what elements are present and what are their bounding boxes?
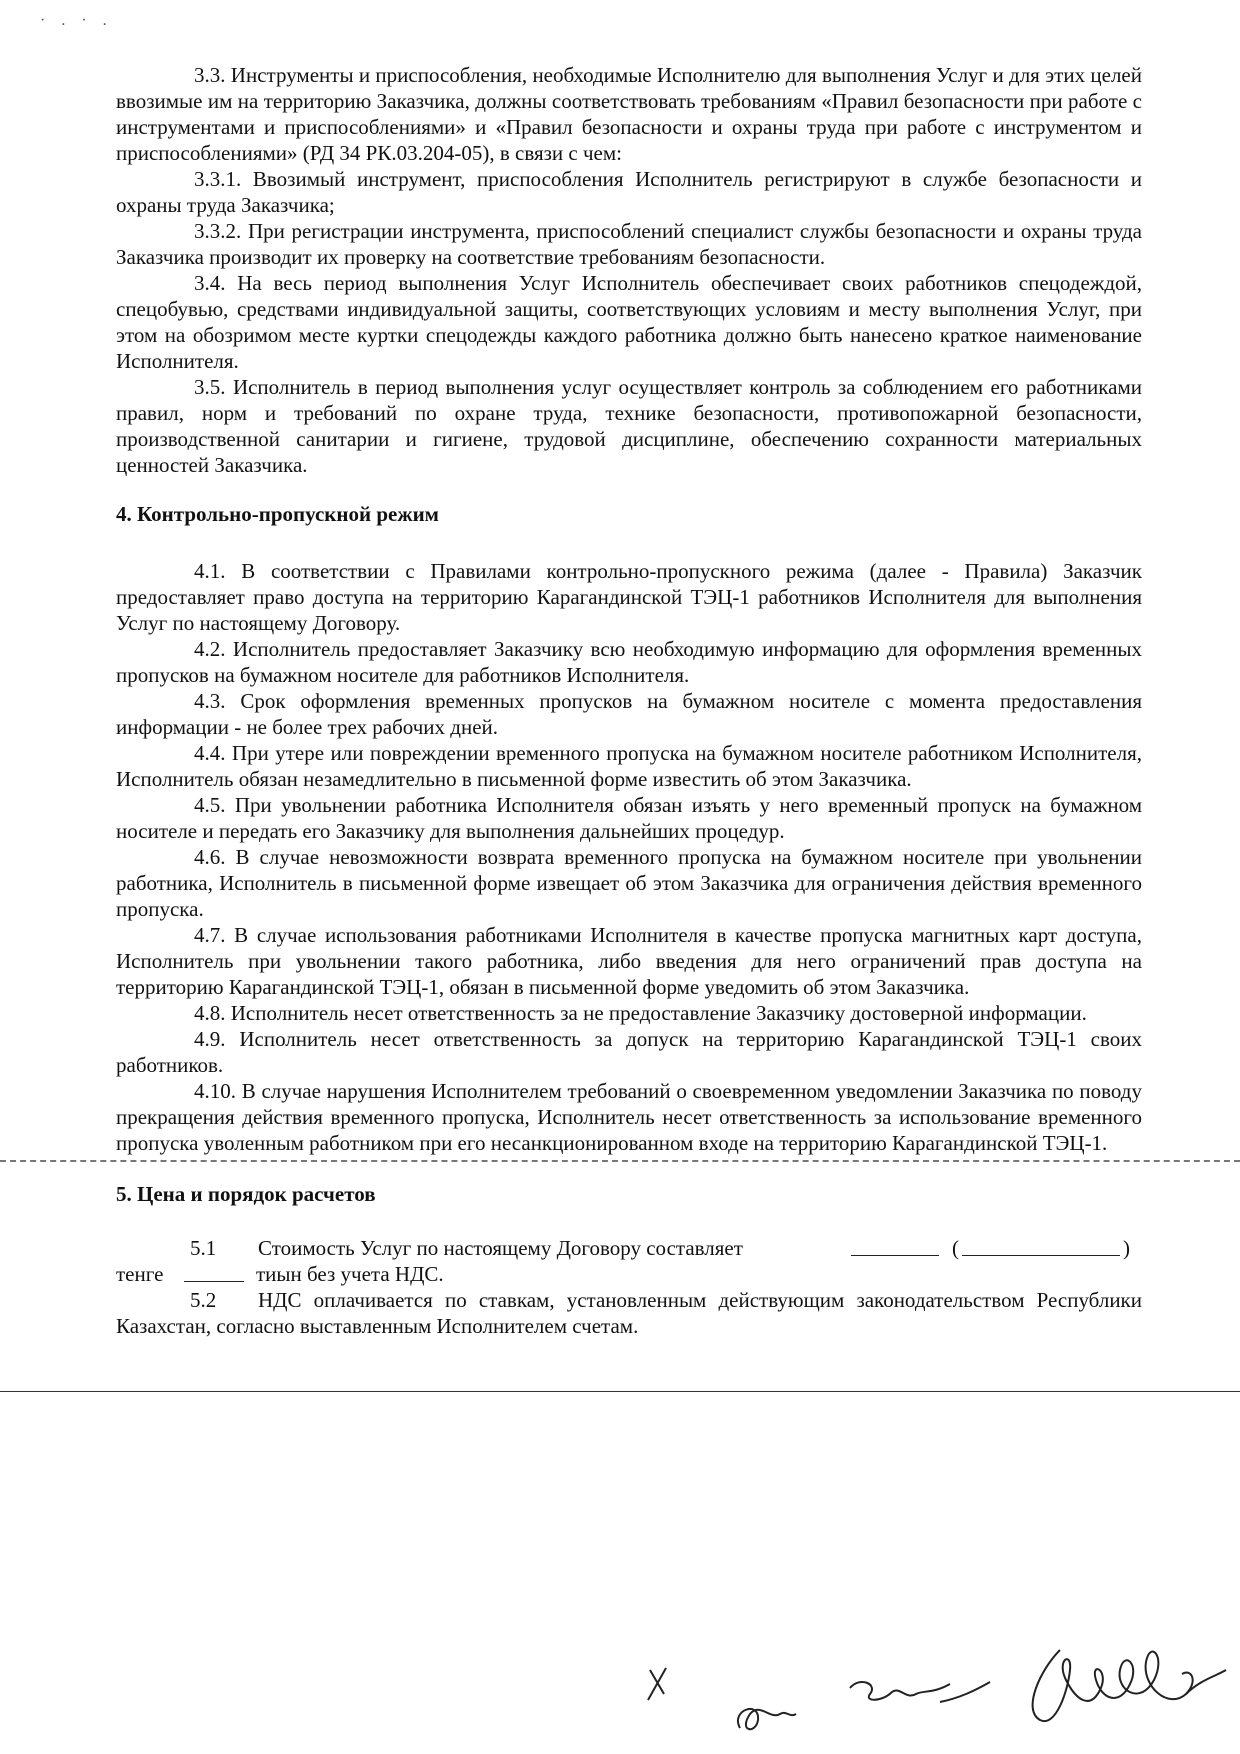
paragraph-3-4: 3.4. На весь период выполнения Услуг Исполнитель обеспечивает своих работников спецодеждой, спецобувью, средствами индивидуальной защиты, соответствующих условиям и месту выполнения Услуг, при этом на обозримом месте куртки спецодежды каждого работника должно быть нанесено краткое наименование Исполнителя. — [116, 271, 1142, 373]
scan-artifact-line — [0, 1391, 1240, 1392]
scan-artifact-line — [0, 1160, 1240, 1162]
paragraph-4-10: 4.10. В случае нарушения Исполнителем требований о своевременном уведомлении Заказчика по поводу прекращения действия временного пропуска, Исполнитель несет ответственность за использование временного пропуска уволенным работником при его несанкционированном входе на территорию Карагандинской ТЭЦ-1. — [116, 1079, 1142, 1155]
paragraph-5-1 — [116, 1235, 1142, 1287]
paragraph-5-2-text: НДС оплачивается по ставкам, установленным действующим законодательством Республики Казахстан, согласно выставленным Исполнителем счетам. — [116, 1288, 1142, 1338]
paragraph-4-1: 4.1. В соответствии с Правилами контрольно-пропускного режима (далее - Правила) Заказчик предоставляет право доступа на территорию Карагандинской ТЭЦ-1 работников Исполнителя для выполнения Услуг по настоящему Договору. — [116, 559, 1142, 635]
paragraph-4-3: 4.3. Срок оформления временных пропусков на бумажном носителе с момента предоставления информации - не более трех рабочих дней. — [116, 689, 1142, 739]
paragraph-4-9: 4.9. Исполнитель несет ответственность за допуск на территорию Карагандинской ТЭЦ-1 своих работников. — [116, 1027, 1142, 1077]
paragraph-4-4: 4.4. При утере или повреждении временного пропуска на бумажном носителе работником Исполнителя, Исполнитель обязан незамедлительно в письменной форме известить об этом Заказчика. — [116, 741, 1142, 791]
section-5-title: 5. Цена и порядок расчетов — [116, 1182, 376, 1206]
paragraph-4-6: 4.6. В случае невозможности возврата временного пропуска на бумажном носителе при увольнении работника, Исполнитель в письменной форме извещает об этом Заказчика для ограничения действия временного пропуска. — [116, 845, 1142, 921]
paragraph-5-2 — [116, 1287, 1142, 1339]
price-words-blank — [962, 1255, 1120, 1256]
paragraph-4-7: 4.7. В случае использования работниками Исполнителя в качестве пропуска магнитных карт доступа, Исполнитель при увольнении такого работника, либо введения для него ограничений прав доступа на территорию Карагандинской ТЭЦ-1, обязан в письменной форме уведомить об этом Заказчика. — [116, 923, 1142, 999]
tiyn-blank — [184, 1281, 244, 1282]
paragraph-5-1-text: Стоимость Услуг по настоящему Договору составляет — [258, 1236, 743, 1260]
initials-signature — [620, 1610, 1240, 1740]
paragraph-4-2: 4.2. Исполнитель предоставляет Заказчику всю необходимую информацию для оформления временных пропусков на бумажном носителе для работников Исполнителя. — [116, 637, 1142, 687]
price-digits-blank — [851, 1255, 939, 1256]
paragraph-3-3-1: 3.3.1. Ввозимый инструмент, приспособления Исполнитель регистрируют в службе безопасности и охраны труда Заказчика; — [116, 167, 1142, 217]
close-paren: ) — [1123, 1236, 1130, 1260]
paragraph-3-3: 3.3. Инструменты и приспособления, необходимые Исполнителю для выполнения Услуг и для этих целей ввозимые им на территорию Заказчика, должны соответствовать требованиям «Правил безопасности при работе с инструментами и приспособлениями» и «Правил безопасности и охраны труда при работе с инструментом и приспособлениями» (РД 34 РК.03.204-05), в связи с чем: — [116, 63, 1142, 165]
currency-tenge: тенге — [116, 1262, 164, 1286]
paragraph-5-2-number: 5.2 — [190, 1288, 217, 1312]
paragraph-4-5: 4.5. При увольнении работника Исполнителя обязан изъять у него временный пропуск на бумажном носителе и передать его Заказчику для выполнения дальнейших процедур. — [116, 793, 1142, 843]
paragraph-3-5: 3.5. Исполнитель в период выполнения услуг осуществляет контроль за соблюдением его работниками правил, норм и требований по охране труда, технике безопасности, противопожарной безопасности, производственной санитарии и гигиене, трудовой дисциплине, обеспечению сохранности материальных ценностей Заказчика. — [116, 375, 1142, 477]
scan-specks: · . · . — [40, 12, 113, 29]
open-paren: ( — [952, 1236, 959, 1260]
paragraph-4-8: 4.8. Исполнитель несет ответственность за не предоставление Заказчику достоверной информации. — [194, 1001, 1087, 1025]
paragraph-5-1-number: 5.1 — [190, 1236, 217, 1260]
document-body — [116, 62, 1142, 1339]
paragraph-3-3-2: 3.3.2. При регистрации инструмента, приспособлений специалист службы безопасности и охраны труда Заказчика производит их проверку на соответствие требованиям безопасности. — [116, 219, 1142, 269]
section-4-title: 4. Контрольно-пропускной режим — [116, 502, 439, 526]
tiyn-text: тиын без учета НДС. — [256, 1262, 444, 1286]
